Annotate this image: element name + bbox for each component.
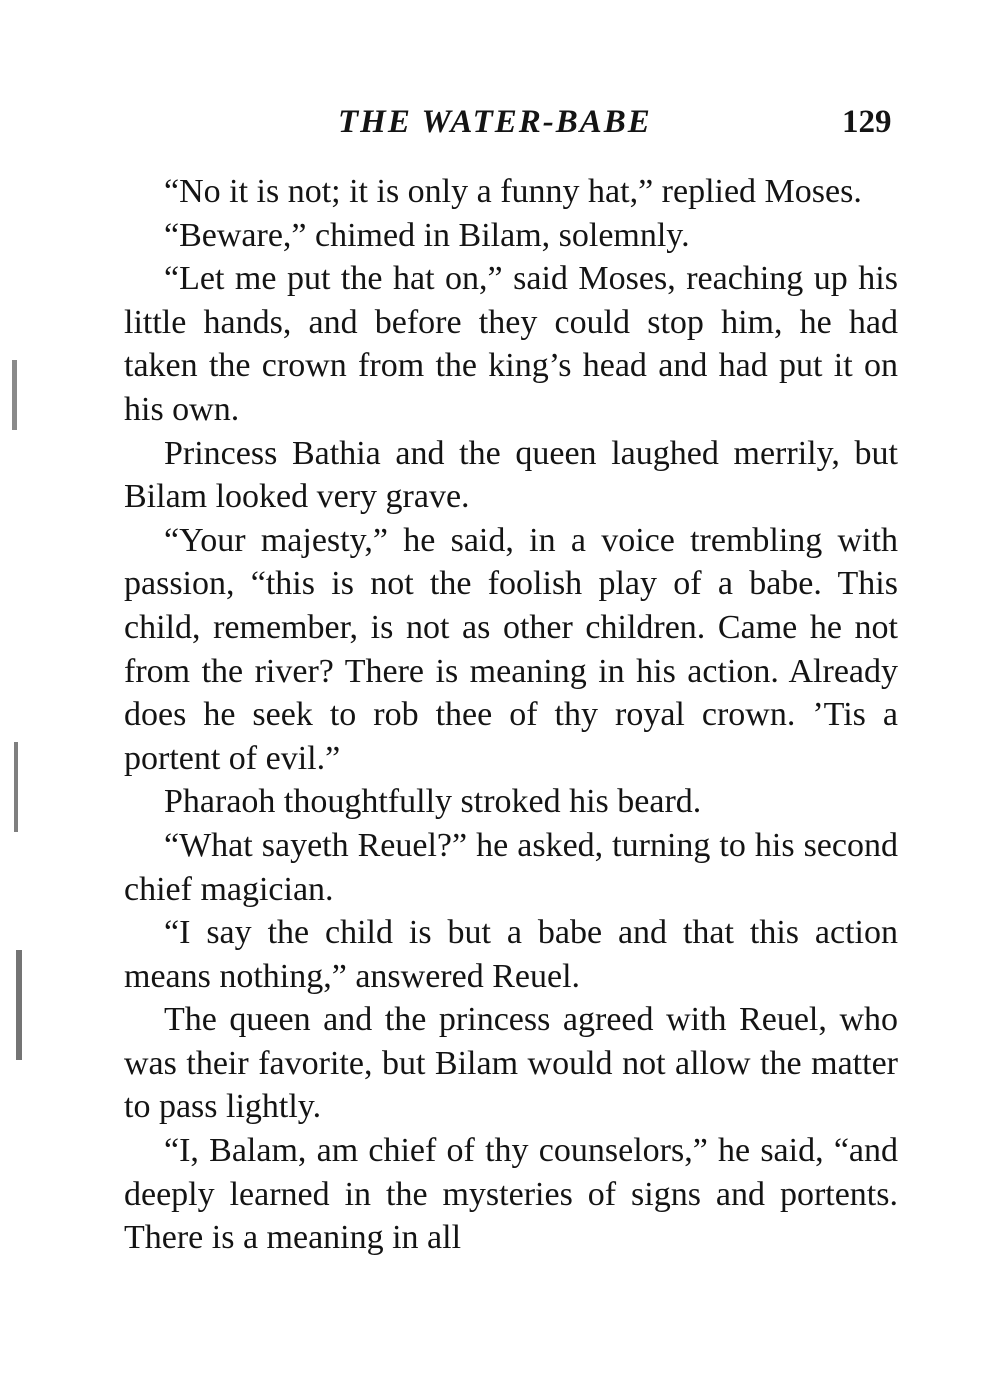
running-title: THE WATER-BABE (338, 104, 652, 140)
paragraph: Princess Bathia and the queen laughed merrily, but Bilam looked very grave. (124, 434, 898, 516)
body-text (124, 170, 898, 1260)
scan-mark (12, 360, 17, 430)
paragraph: “I, Balam, am chief of thy counselors,” he said, “and deeply learned in the mysteries of signs and portents. There is a meaning in all (124, 1132, 898, 1257)
paragraph: Pharaoh thoughtfully stroked his beard. (164, 783, 702, 821)
paragraph: “What sayeth Reuel?” he asked, turning to his second chief magician. (124, 826, 898, 908)
paragraph: “I say the child is but a babe and that this action means nothing,” answered Reuel. (124, 914, 898, 995)
running-head (0, 100, 1000, 144)
paragraph: “Let me put the hat on,” said Moses, reaching up his little hands, and before they could stop him, he had taken the crown from the king’s head and had put it on his own. (124, 260, 898, 428)
paragraph: “Your majesty,” he said, in a voice trembling with passion, “this is not the foolish play of a babe. This child, remember, is not as other children. Came he not from the river? There is meaning in his action. Already does he seek to rob thee of thy royal crown. ’Tis a portent of evil.” (124, 521, 898, 777)
paragraph: “No it is not; it is only a funny hat,” replied Moses. (164, 173, 862, 210)
scan-mark (14, 742, 18, 832)
scan-mark (16, 950, 22, 1060)
paragraph: “Beware,” chimed in Bilam, solemnly. (164, 216, 690, 254)
paragraph: The queen and the princess agreed with Reuel, who was their favorite, but Bilam would not allow the matter to pass lightly. (124, 1001, 898, 1126)
page-number: 129 (842, 104, 892, 140)
